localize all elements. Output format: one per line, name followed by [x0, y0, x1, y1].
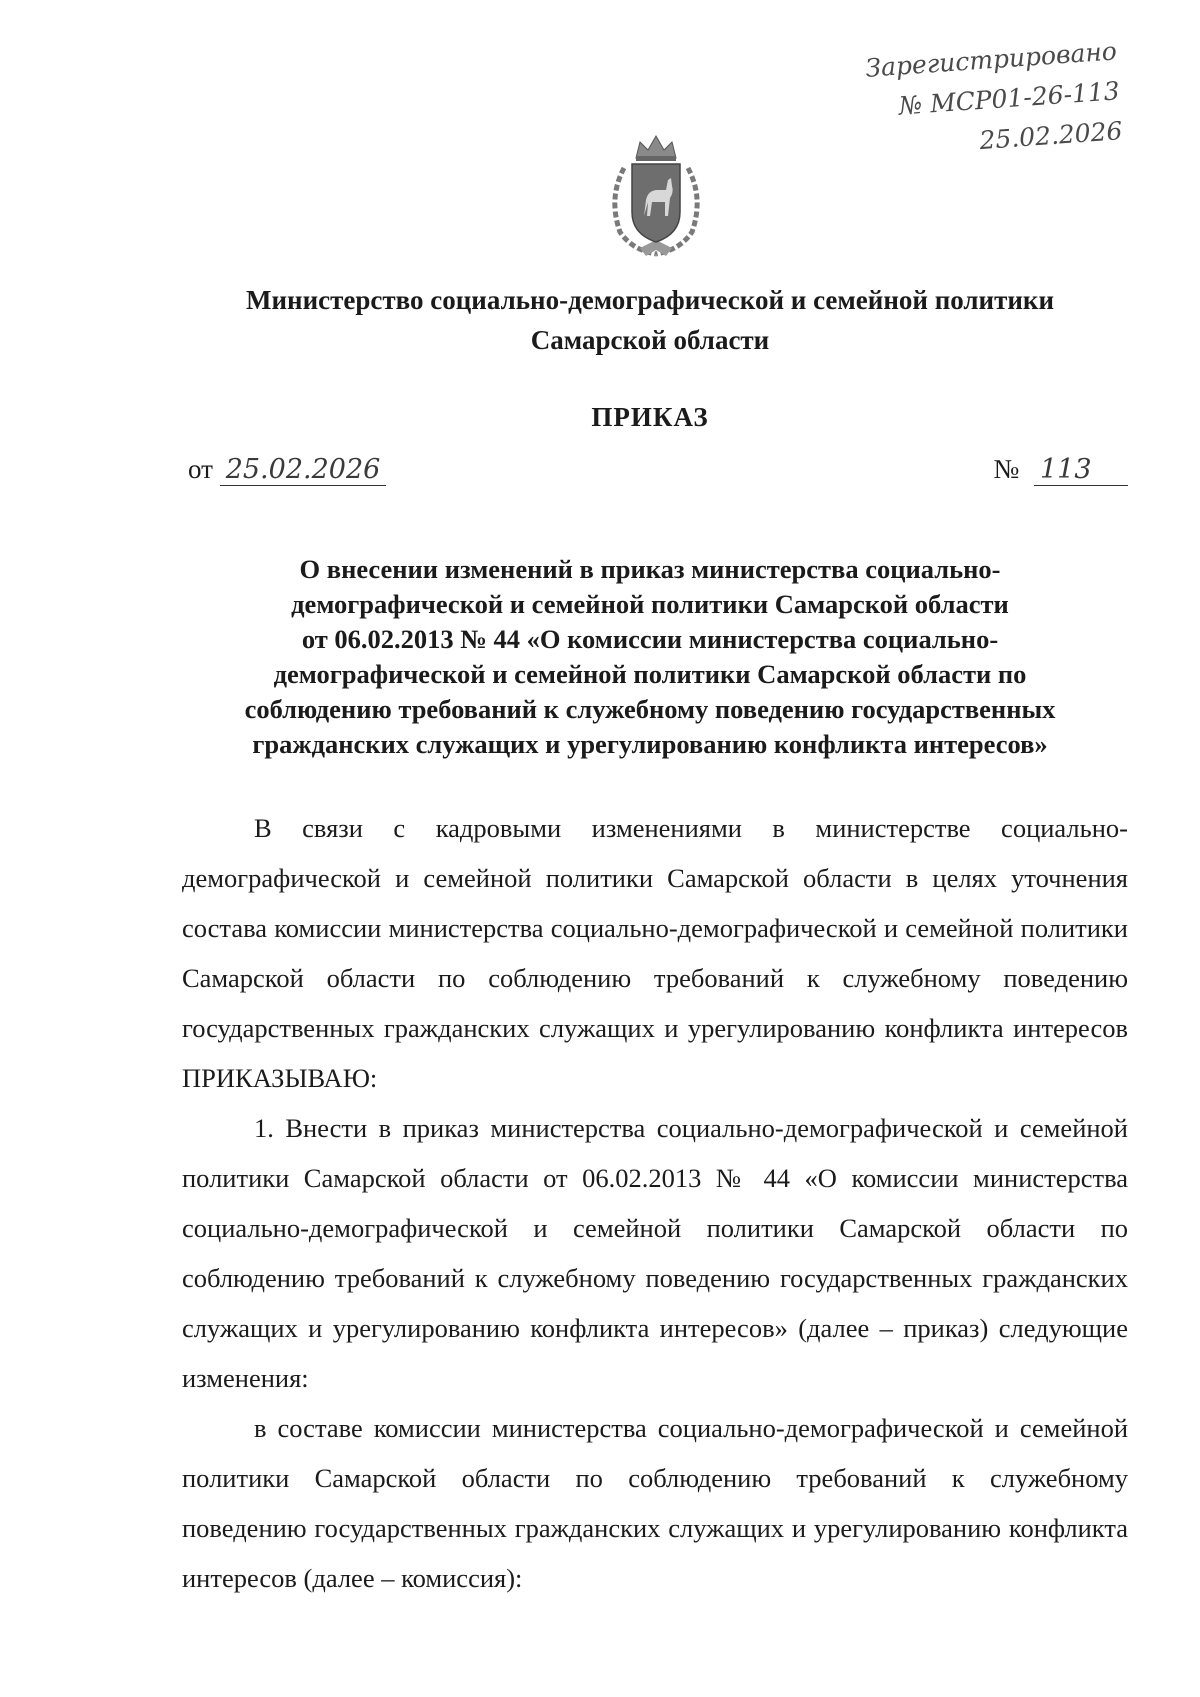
stamp-line-3: 25.02.2026	[978, 116, 1124, 156]
date-field	[188, 454, 386, 486]
coat-of-arms-icon	[602, 128, 710, 260]
heading-line-5: соблюдению требований к служебному поведению государственных	[244, 694, 1056, 724]
date-number-row	[188, 448, 1128, 494]
heading-line-1: О внесении изменений в приказ министерства социально-	[299, 554, 1001, 584]
number-field	[993, 454, 1128, 486]
registration-stamp	[864, 31, 1124, 168]
ministry-line-1: Министерство социально-демографической и семейной политики	[245, 285, 1055, 315]
body-paragraph-1: В связи с кадровыми изменениями в министерстве социально-демографической и семейной политики Самарской области в целях уточнения состава комиссии министерства социально-демографической и семейной политики Самарской области по соблюдению требований к служебному поведению государственных гражданских служащих и урегулированию конфликта интересов ПРИКАЗЫВАЮ:	[182, 813, 1128, 1093]
heading-line-3: от 06.02.2013 № 44 «О комиссии министерства социально-	[301, 624, 999, 654]
document-type: ПРИКАЗ	[591, 402, 709, 432]
heading-line-6: гражданских служащих и урегулированию конфликта интересов»	[252, 729, 1048, 759]
heading-line-2: демографической и семейной политики Самарской области	[291, 589, 1009, 619]
document-heading	[190, 552, 1110, 762]
document-body	[182, 803, 1128, 1603]
stamp-line-1: Зарегистрировано	[864, 36, 1118, 83]
number-value: 113	[1034, 455, 1128, 486]
number-label: №	[993, 454, 1020, 484]
body-paragraph-2: 1. Внести в приказ министерства социально-демографической и семейной политики Самарской области от 06.02.2013 № 44 «О комиссии министерства социально-демографической и семейной политики Самарской области по соблюдению требований к служебному поведению государственных гражданских служащих и урегулированию конфликта интересов» (далее – приказ) следующие изменения:	[182, 1113, 1128, 1393]
ministry-line-2: Самарской области	[530, 325, 770, 355]
ministry-name	[180, 280, 1120, 360]
date-label: от	[188, 454, 213, 484]
body-paragraph-3: в составе комиссии министерства социально-демографической и семейной политики Самарской области по соблюдению требований к служебному поведению государственных гражданских служащих и урегулированию конфликта интересов (далее – комиссия):	[182, 1413, 1128, 1593]
date-value: 25.02.2026	[220, 455, 387, 486]
heading-line-4: демографической и семейной политики Самарской области по	[273, 659, 1027, 689]
stamp-line-2: № МСР01-26-113	[897, 76, 1121, 121]
